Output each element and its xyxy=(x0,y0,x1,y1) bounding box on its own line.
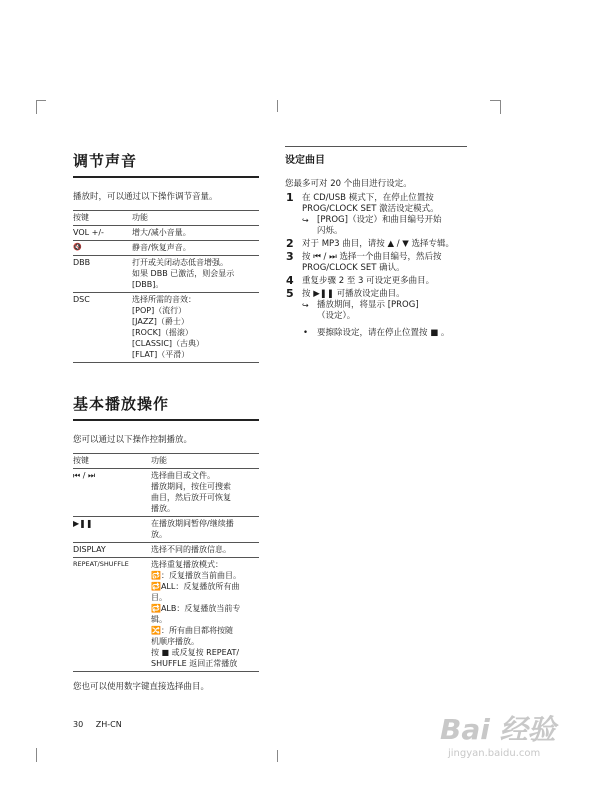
header-function: 功能 xyxy=(151,454,259,469)
function-text: 增大/减小音量。 xyxy=(132,226,259,241)
crop-mark xyxy=(490,100,500,101)
crop-mark xyxy=(36,100,37,114)
watermark xyxy=(440,708,576,764)
step-item: 5 按 ▶❚❚ 可播放设定曲目。 ↪ 播放期间，将显示 [PROG] （设定）。 xyxy=(285,289,467,322)
table-row xyxy=(73,226,259,241)
header-key: 按键 xyxy=(73,211,132,226)
crop-mark xyxy=(277,750,278,762)
watermark-url: jingyan.baidu.com xyxy=(448,748,541,759)
section-intro: 您最多可对 20 个曲目进行设定。 xyxy=(285,179,412,189)
step-number: 5 xyxy=(286,287,294,300)
mute-icon: 🔇 xyxy=(73,241,132,256)
table-row xyxy=(73,543,259,558)
key-label: DSC xyxy=(73,293,132,363)
table-header xyxy=(73,454,259,469)
key-label: DBB xyxy=(73,256,132,293)
table-row xyxy=(73,517,259,543)
table-header xyxy=(73,211,259,226)
watermark-brand: Bai 经验 xyxy=(440,713,556,746)
bullet-icon: • xyxy=(303,328,309,338)
step-item: 4 重复步骤 2 至 3 可设定更多曲目。 xyxy=(286,274,435,287)
function-text: 选择不同的播放信息。 xyxy=(151,543,259,558)
key-label: VOL +/- xyxy=(73,226,132,241)
section-title: 基本播放操作 xyxy=(73,393,259,421)
play-pause-icon: ▶❚❚ xyxy=(73,517,151,543)
table-row xyxy=(73,469,259,517)
step-number: 1 xyxy=(286,191,294,204)
page-number: 30 xyxy=(73,720,84,729)
footnote: 您也可以使用数字键直接选择曲目。 xyxy=(73,682,210,692)
crop-mark xyxy=(36,100,46,101)
page-footer xyxy=(73,720,132,729)
step-item: 3 按 ⏮ / ⏭ 选择一个曲目编号，然后按 PROG/CLOCK SET 确认。 xyxy=(286,250,442,273)
language-code: ZH-CN xyxy=(95,720,122,729)
result-arrow-icon: ↪ xyxy=(302,216,309,225)
step-number: 2 xyxy=(286,237,294,250)
section-title: 调节声音 xyxy=(73,150,259,178)
step-result: ↪ 播放期间，将显示 [PROG] （设定）。 xyxy=(302,300,419,321)
step-number: 4 xyxy=(286,274,294,287)
crop-mark xyxy=(36,748,37,762)
function-text: 静音/恢复声音。 xyxy=(132,241,259,256)
section-basic-playback xyxy=(73,393,259,692)
key-label: DISPLAY xyxy=(73,543,151,558)
prev-next-icon: ⏮ / ⏭ xyxy=(73,469,151,517)
table-row xyxy=(73,256,259,293)
right-column xyxy=(285,146,467,339)
key-function-table xyxy=(73,210,259,363)
header-function: 功能 xyxy=(132,211,259,226)
function-text: 打开或关闭动态低音增强。 如果 DBB 已激活，则会显示 [DBB]。 xyxy=(132,256,259,293)
left-column xyxy=(73,150,259,692)
key-label: REPEAT/SHUFFLE xyxy=(73,558,151,672)
result-arrow-icon: ↪ xyxy=(302,301,309,310)
function-text: 在播放期间暂停/继续播 放。 xyxy=(151,517,259,543)
function-text: 选择重复播放模式： 🔂：反复播放当前曲目。 🔁ALL：反复播放所有曲 目。 🔁ALB：反复播放当前专 辑。 🔀：所有曲目都将按随 机顺序播放。 按 ■ 或反复按 REPEAT/ SHUFFLE 返回正常播放 xyxy=(151,558,259,672)
section-title: 设定曲目 xyxy=(285,155,325,166)
table-row xyxy=(73,293,259,363)
steps-list xyxy=(285,193,467,339)
function-text: 选择所需的音效： [POP]（流行） [JAZZ]（爵士） [ROCK]（摇滚） [CLASSIC]（古典） [FLAT]（平滑） xyxy=(132,293,259,363)
crop-mark xyxy=(500,100,501,114)
step-item: 1 在 CD/USB 模式下，在停止位置按 PROG/CLOCK SET 激活设定模式。 ↪ [PROG]（设定）和曲目编号开始 闪烁。 xyxy=(285,193,467,237)
step-result: ↪ [PROG]（设定）和曲目编号开始 闪烁。 xyxy=(302,215,442,236)
function-text: 选择曲目或文件。 播放期间，按住可搜索 曲目，然后放开可恢复 播放。 xyxy=(151,469,259,517)
table-row xyxy=(73,241,259,256)
step-item: 2 对于 MP3 曲目，请按 ▲ / ▼ 选择专辑。 xyxy=(286,237,455,250)
crop-mark xyxy=(277,100,278,112)
header-key: 按键 xyxy=(73,454,151,469)
key-function-table xyxy=(73,453,259,672)
section-adjust-sound xyxy=(73,150,259,363)
table-row xyxy=(73,558,259,672)
section-intro: 播放时，可以通过以下操作调节音量。 xyxy=(73,192,218,202)
step-number: 3 xyxy=(286,250,294,263)
note-bullet: • 要擦除设定，请在停止位置按 ■ 。 xyxy=(303,328,450,338)
section-intro: 您可以通过以下操作控制播放。 xyxy=(73,435,193,445)
